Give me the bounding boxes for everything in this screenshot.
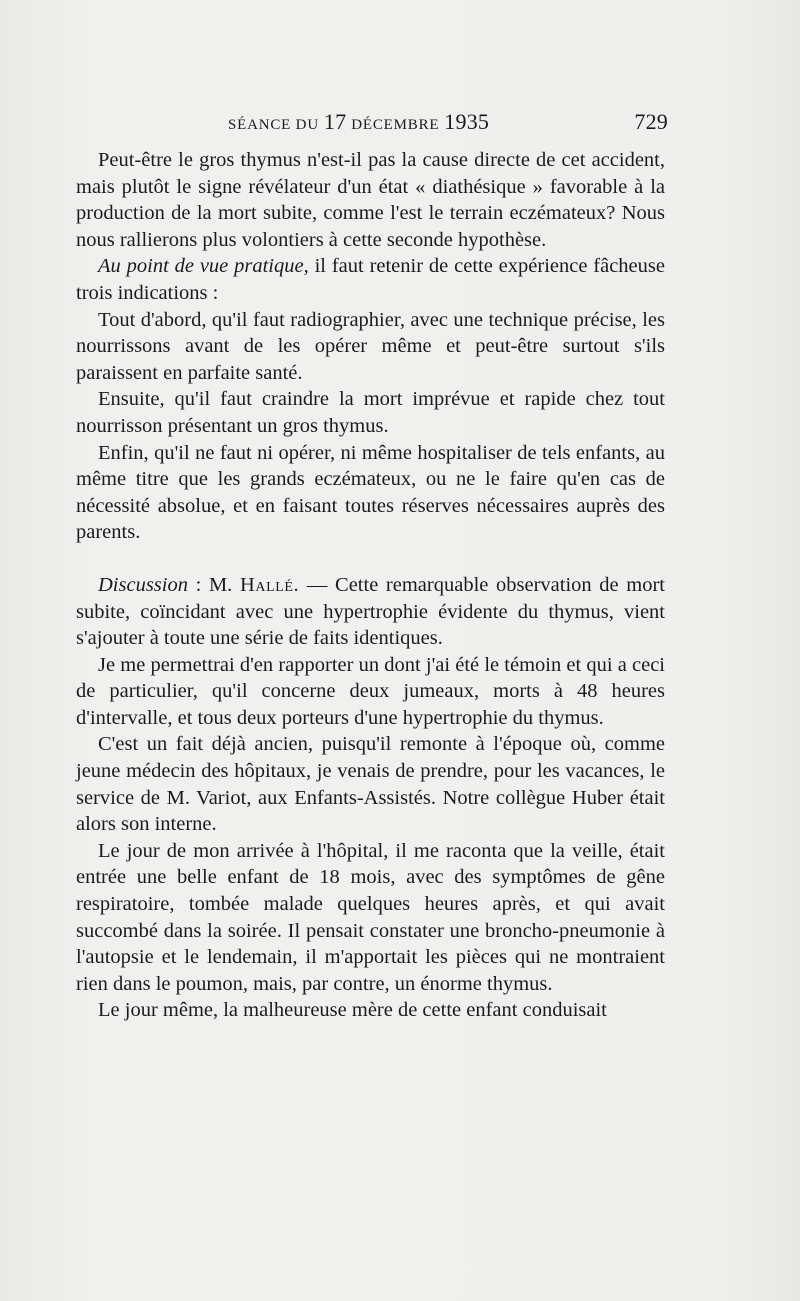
- point-de-vue-rest: il faut retenir de cette expérience fâcheuse trois indications :: [76, 255, 665, 304]
- discussion-rest: — Cette remarquable observation de mort subite, coïncidant avec une hypertrophie évidente du thymus, vient s'ajouter à toute une série de faits identiques.: [76, 573, 665, 650]
- point-de-vue-italic: Au point de vue pratique,: [98, 255, 309, 278]
- discussion-label: Discussion: [98, 573, 188, 596]
- running-head-year: 1935: [444, 109, 490, 134]
- paragraph-arrivee: Le jour de mon arrivée à l'hôpital, il me raconta que la veille, était entrée une belle enfant de 18 mois, avec des symptômes de gêne respiratoire, tombée malade quelques heures après, et qui avait succombé dans la soirée. Il pensait constater une broncho-pneumonie à l'autopsie et le lendemain, il m'apportait les pièces qui ne montraient rien dans le poumon, mais, par contre, un énorme thymus.: [76, 839, 665, 995]
- paragraph-jour-meme: Le jour même, la malheureuse mère de cette enfant conduisait: [98, 999, 607, 1022]
- discussion-author: Hallé.: [239, 573, 300, 596]
- paragraph-enfin: Enfin, qu'il ne faut ni opérer, ni même hospitaliser de tels enfants, au même titre que les grands eczémateux, ou ne le faire qu'en cas de nécessité absolue, et en faisant toutes réserves nécessaires auprès des parents.: [76, 441, 665, 544]
- paragraph-tout-d-abord: Tout d'abord, qu'il faut radiographier, avec une technique précise, les nourrissons avant de les opérer même et peut-être surtout s'ils paraissent en parfaite santé.: [76, 308, 665, 384]
- paragraph-jumeaux: Je me permettrai d'en rapporter un dont j'ai été le témoin et qui a ceci de particulier, qu'il concerne deux jumeaux, morts à 48 heures d'intervalle, et tous deux porteurs d'une hypertrophie du thymus.: [76, 653, 665, 729]
- paragraph-fait-ancien: C'est un fait déjà ancien, puisqu'il remonte à l'époque où, comme jeune médecin des hôpitaux, je venais de prendre, pour les vacances, le service de M. Variot, aux Enfants-Assistés. Notre collègue Huber était alors son interne.: [76, 733, 665, 836]
- running-header: [228, 109, 668, 139]
- paragraph-ensuite: Ensuite, qu'il faut craindre la mort imprévue et rapide chez tout nourrisson présentant un gros thymus.: [76, 388, 665, 437]
- paragraph-gros-thymus: Peut-être le gros thymus n'est-il pas la cause directe de cet accident, mais plutôt le signe révélateur d'un état « diathésique » favorable à la production de la mort subite, comme l'est le terrain eczémateux? Nous nous rallierons plus volontiers à cette seconde hypothèse.: [76, 149, 665, 251]
- paragraph-point-de-vue: [76, 253, 665, 306]
- paragraph-discussion: [76, 572, 665, 652]
- running-head-month: DÉCEMBRE: [351, 117, 440, 133]
- discussion-colon: : M.: [187, 573, 240, 596]
- body-text: [76, 147, 665, 1024]
- running-head-day: 17: [323, 109, 347, 134]
- page-number: 729: [634, 109, 668, 134]
- running-head-title: [228, 109, 489, 135]
- running-head-prefix: SÉANCE DU: [228, 117, 319, 133]
